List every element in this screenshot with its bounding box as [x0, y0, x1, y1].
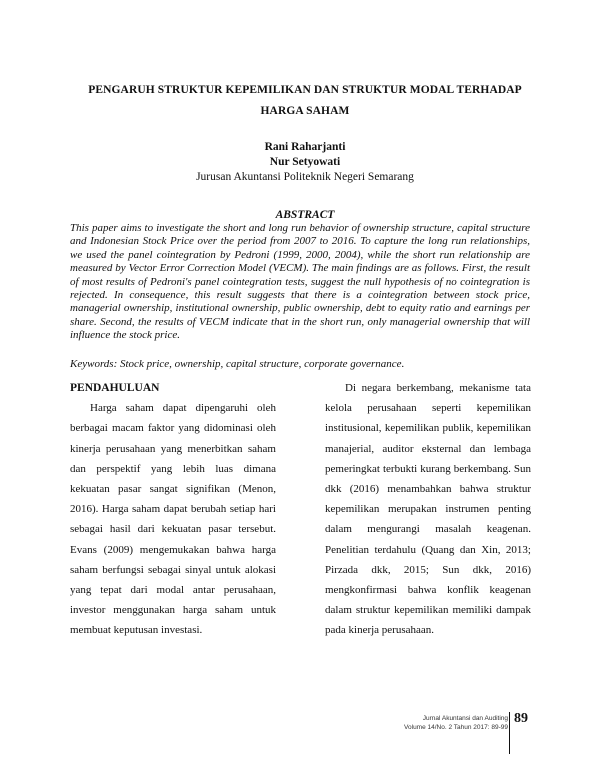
- title-line-1: PENGARUH STRUKTUR KEPEMILIKAN DAN STRUKTUR MODAL TERHADAP: [88, 84, 522, 96]
- footer-divider: [509, 712, 510, 754]
- paper-title: [70, 80, 540, 122]
- right-column: [325, 378, 531, 641]
- left-column: [70, 378, 276, 641]
- page-number: 89: [514, 711, 528, 726]
- author-block: [70, 140, 540, 185]
- footer-volume: Volume 14/No. 2 Tahun 2017: 89-99: [404, 724, 508, 731]
- right-paragraph: Di negara berkembang, mekanisme tata kelola perusahaan seperti kepemilikan institusional, kepemilikan publik, kepemilikan manajerial, auditor eksternal dan lembaga pemeringkat terbukti kurang berkembang. Sun dkk (2016) menambahkan bahwa struktur kepemilikan merupakan instrumen penting dalam mengurangi masalah keagenan. Penelitian terdahulu (Quang dan Xin, 2013; Pirzada dkk, 2015; Sun dkk, 2016) mengkonfirmasi bahwa konflik keagenan dalam struktur kepemilikan memiliki dampak pada kinerja perusahaan.: [325, 382, 531, 637]
- affiliation: Jurusan Akuntansi Politeknik Negeri Semarang: [196, 171, 414, 183]
- title-line-2: HARGA SAHAM: [260, 105, 350, 117]
- footer-citation: [404, 714, 508, 732]
- author-1: Rani Raharjanti: [264, 141, 346, 153]
- author-2: Nur Setyowati: [269, 156, 341, 168]
- footer-journal: Jurnal Akuntansi dan Auditing: [422, 715, 508, 722]
- abstract-text: This paper aims to investigate the short and long run behavior of ownership structure, capital structure and Indonesian Stock Price over the period from 2007 to 2016. To capture the long run relationships, we used the panel cointegration by Pedroni (1999, 2000, 2004), while the short run relationship are measured by Vector Error Correction Model (VECM). The main findings are as follows. First, the result of most results of Pedroni's panel cointegration tests, suggest the null hypothesis of no cointegration is rejected. In consequence, this result suggests that there is a cointegration between stock price, managerial ownership, institutional ownership, public ownership, debt to equity ratio and earnings per share. Second, the results of VECM indicate that in the short run, only managerial ownership that will influence the stock price.: [70, 222, 530, 342]
- abstract-heading: ABSTRACT: [275, 209, 335, 221]
- left-paragraph: Harga saham dapat dipengaruhi oleh berbagai macam faktor yang didominasi oleh kinerja perusahaan yang menerbitkan saham dan perspektif yang lebih luas dimana kekuatan pasar sangat signifikan (Menon, 2016). Harga saham dapat berubah setiap hari sebagai hasil dari kekuatan pasar tersebut. Evans (2009) mengemukakan bahwa harga saham berfungsi sebagai sinyal untuk alokasi yang tepat dari modal antar perusahaan, investor menggunakan harga saham untuk membuat keputusan investasi.: [70, 402, 276, 637]
- keywords: Keywords: Stock price, ownership, capital structure, corporate governance.: [70, 358, 405, 370]
- section-heading: PENDAHULUAN: [70, 382, 160, 394]
